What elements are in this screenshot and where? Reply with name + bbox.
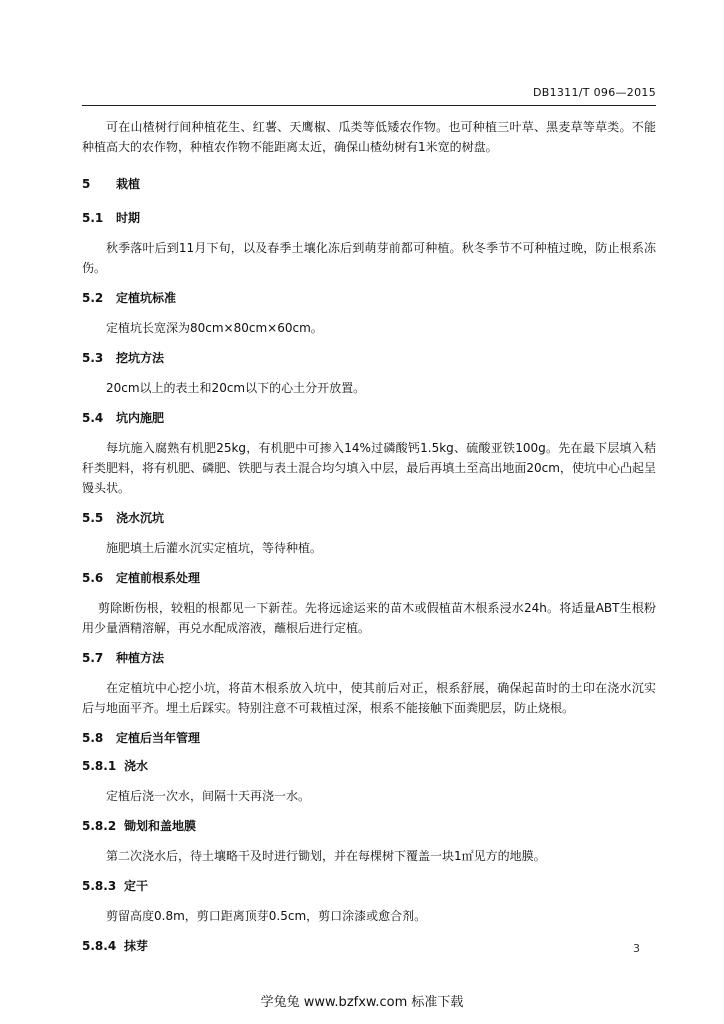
section-5-5-heading bbox=[82, 508, 656, 528]
section-title: 挖坑方法 bbox=[116, 351, 165, 365]
section-title: 抹芽 bbox=[124, 939, 149, 953]
document-body bbox=[82, 117, 656, 956]
section-number: 5.8.2 bbox=[82, 819, 117, 833]
section-5-8-heading bbox=[82, 728, 656, 748]
section-5-6-heading bbox=[82, 568, 656, 588]
section-title: 定植后当年管理 bbox=[116, 731, 201, 745]
section-title: 定植前根系处理 bbox=[116, 571, 201, 585]
section-number: 5.8.3 bbox=[82, 879, 117, 893]
section-5-8-2-heading bbox=[82, 816, 656, 836]
section-title: 浇水 bbox=[124, 759, 149, 773]
section-5-5-text: 施肥填土后灌水沉实定植坑，等待种植。 bbox=[106, 541, 323, 555]
section-title: 时期 bbox=[116, 211, 141, 225]
section-number: 5.4 bbox=[82, 411, 104, 425]
section-5-8-4-heading bbox=[82, 936, 656, 956]
section-title: 坑内施肥 bbox=[116, 411, 165, 425]
section-number: 5.5 bbox=[82, 511, 104, 525]
footer-watermark-text: 学兔兔 www.bzfxw.com 标准下载 bbox=[260, 995, 464, 1010]
section-5-1-heading bbox=[82, 208, 656, 228]
section-5-3-heading bbox=[82, 348, 656, 368]
section-number: 5.1 bbox=[82, 211, 104, 225]
section-5-8-1-heading bbox=[82, 756, 656, 776]
section-5-2-heading bbox=[82, 288, 656, 308]
section-5-3-text: 20cm以上的表土和20cm以下的心土分开放置。 bbox=[106, 381, 366, 395]
section-number: 5.3 bbox=[82, 351, 104, 365]
section-number: 5.8.1 bbox=[82, 759, 117, 773]
section-title: 定植坑标准 bbox=[116, 291, 177, 305]
section-number: 5 bbox=[82, 177, 91, 191]
section-number: 5.7 bbox=[82, 651, 104, 665]
section-title: 浇水沉坑 bbox=[116, 511, 165, 525]
page-number: 3 bbox=[633, 942, 640, 955]
section-title: 栽植 bbox=[116, 177, 141, 191]
section-5-4-text: 每坑施入腐熟有机肥25kg，有机肥中可掺入14%过磷酸钙1.5kg、硫酸亚铁100g。先在最下层填入秸秆类肥料，将有机肥、磷肥、铁肥与表土混合均匀填入中层，最后再填土至高出地面20cm，使坑中心凸起呈馒头状。 bbox=[82, 441, 656, 495]
section-5-8-1-text: 定植后浇一次水，间隔十天再浇一水。 bbox=[106, 789, 311, 803]
section-5-7-text: 在定植坑中心挖小坑，将苗木根系放入坑中，使其前后对正，根系舒展，确保起苗时的土印在浇水沉实后与地面平齐。埋土后踩实。特别注意不可栽植过深，根系不能接触下面粪肥层，防止烧根。 bbox=[82, 681, 656, 715]
section-5-1-text: 秋季落叶后到11月下旬，以及春季土壤化冻后到萌芽前都可种植。秋冬季节不可种植过晚，防止根系冻伤。 bbox=[82, 241, 656, 275]
section-5-8-3-heading bbox=[82, 876, 656, 896]
document-code: DB1311/T 096—2015 bbox=[532, 86, 656, 99]
section-number: 5.8.4 bbox=[82, 939, 117, 953]
section-5-7-heading bbox=[82, 648, 656, 668]
section-title: 种植方法 bbox=[116, 651, 165, 665]
paragraph-intercrop: 可在山楂树行间种植花生、红薯、天鹰椒、瓜类等低矮农作物。也可种植三叶草、黑麦草等草类。不能种植高大的农作物，种植农作物不能距离太近，确保山楂幼树有1米宽的树盘。 bbox=[82, 120, 656, 154]
section-number: 5.6 bbox=[82, 571, 104, 585]
section-5-heading bbox=[82, 174, 656, 194]
section-5-2-text: 定植坑长宽深为80cm×80cm×60cm。 bbox=[106, 321, 323, 335]
section-title: 定干 bbox=[124, 879, 149, 893]
section-5-6-text: 剪除断伤根，较粗的根都见一下新茬。先将远途运来的苗木或假植苗木根系浸水24h。将适量ABT生根粉用少量酒精溶解，再兑水配成溶液，蘸根后进行定植。 bbox=[82, 601, 656, 635]
section-number: 5.8 bbox=[82, 731, 104, 745]
header-divider bbox=[82, 105, 656, 106]
section-number: 5.2 bbox=[82, 291, 104, 305]
section-5-8-3-text: 剪留高度0.8m，剪口距离顶芽0.5cm，剪口涂漆或愈合剂。 bbox=[106, 909, 427, 923]
section-5-4-heading bbox=[82, 408, 656, 428]
section-5-8-2-text: 第二次浇水后，待土壤略干及时进行锄划，并在每棵树下覆盖一块1㎡见方的地膜。 bbox=[106, 849, 546, 863]
section-title: 锄划和盖地膜 bbox=[124, 819, 197, 833]
